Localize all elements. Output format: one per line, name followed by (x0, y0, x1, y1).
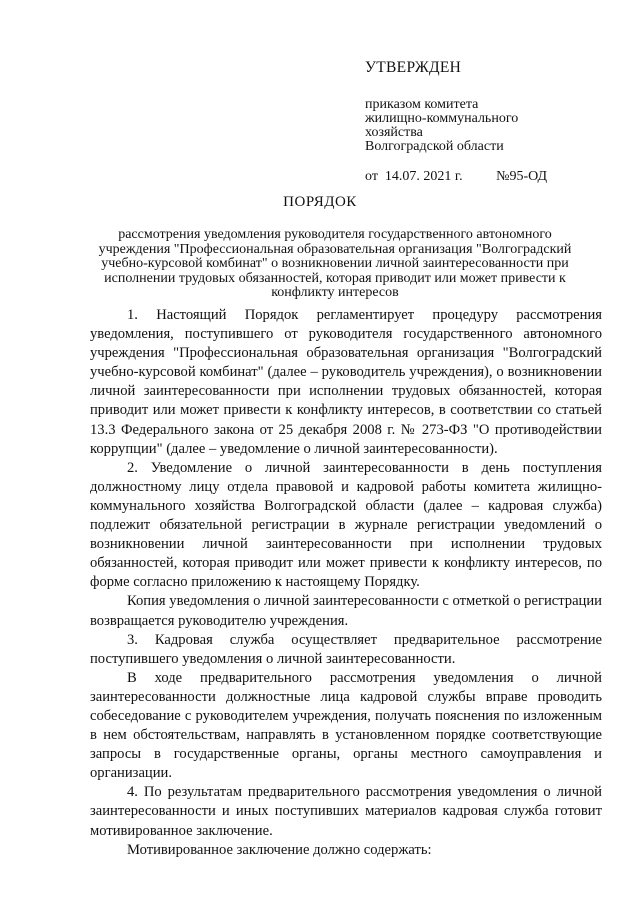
approval-order-line: хозяйства (365, 125, 423, 140)
approval-number: №95-ОД (496, 169, 548, 184)
document-title: ПОРЯДОК (283, 194, 357, 210)
paragraph: В ходе предварительного рассмотрения уведомления о личной заинтересованности должностные лица кадровой службы вправе проводить собеседование с руководителем учреждения, получать пояснения по изложенным в нем обстоятельствам, направлять в установленном порядке соответствующие запросы в государственные органы, органы местного самоуправления и организации. (90, 669, 602, 782)
approval-date-line (365, 169, 595, 185)
paragraph: 3. Кадровая служба осуществляет предварительное рассмотрение поступившего уведомления о личной заинтересованности. (90, 631, 602, 667)
paragraph: 1. Настоящий Порядок регламентирует процедуру рассмотрения уведомления, поступившего от руководителя государственного автономного учреждения "Профессиональная образовательная организация "Волгоградский учебно-курсовой комбинат" (далее – руководитель учреждения), о возникновении личной заинтересованности при исполнении трудовых обязанностей, которая приводит или может привести к конфликту интересов, в соответствии со статьей 13.3 Федерального закона от 25 декабря 2008 г. № 273-ФЗ "О противодействии коррупции" (далее – уведомление о личной заинтересованности). (90, 307, 602, 457)
approval-block (365, 58, 595, 185)
approval-title: УТВЕРЖДЕН (365, 59, 462, 76)
document-subtitle: рассмотрения уведомления руководителя государственного автономного учреждения "Профессиональная образовательная организация "Волгоградский учебно-курсовой комбинат" о возникновении личной заинтересованности при исполнении трудовых обязанностей, которая приводит или может привести к конфликту интересов (98, 227, 572, 300)
approval-order-line: приказом комитета (365, 97, 479, 112)
paragraph: 4. По результатам предварительного рассмотрения уведомления о личной заинтересованности и иных поступивших материалов кадровая служба готовит мотивированное заключение. (90, 784, 602, 839)
approval-order-lines (365, 98, 595, 154)
paragraph: Мотивированное заключение должно содержать: (127, 841, 432, 858)
approval-date: от 14.07. 2021 г. (365, 169, 463, 184)
approval-order-line: жилищно-коммунального (365, 111, 519, 126)
approval-order-line: Волгоградской области (365, 139, 504, 154)
paragraph: 2. Уведомление о личной заинтересованности в день поступления должностному лицу отдела правовой и кадровой работы комитета жилищно-коммунального хозяйства Волгоградской области (далее – кадровая служба) подлежит обязательной регистрации в журнале регистрации уведомлений о возникновении личной заинтересованности при исполнении трудовых обязанностей, которая приводит или может привести к конфликту интересов, по форме согласно приложению к настоящему Порядку. (90, 459, 602, 591)
paragraph: Копия уведомления о личной заинтересованности с отметкой о регистрации возвращается руководителю учреждения. (90, 593, 602, 629)
document-body (90, 306, 602, 860)
